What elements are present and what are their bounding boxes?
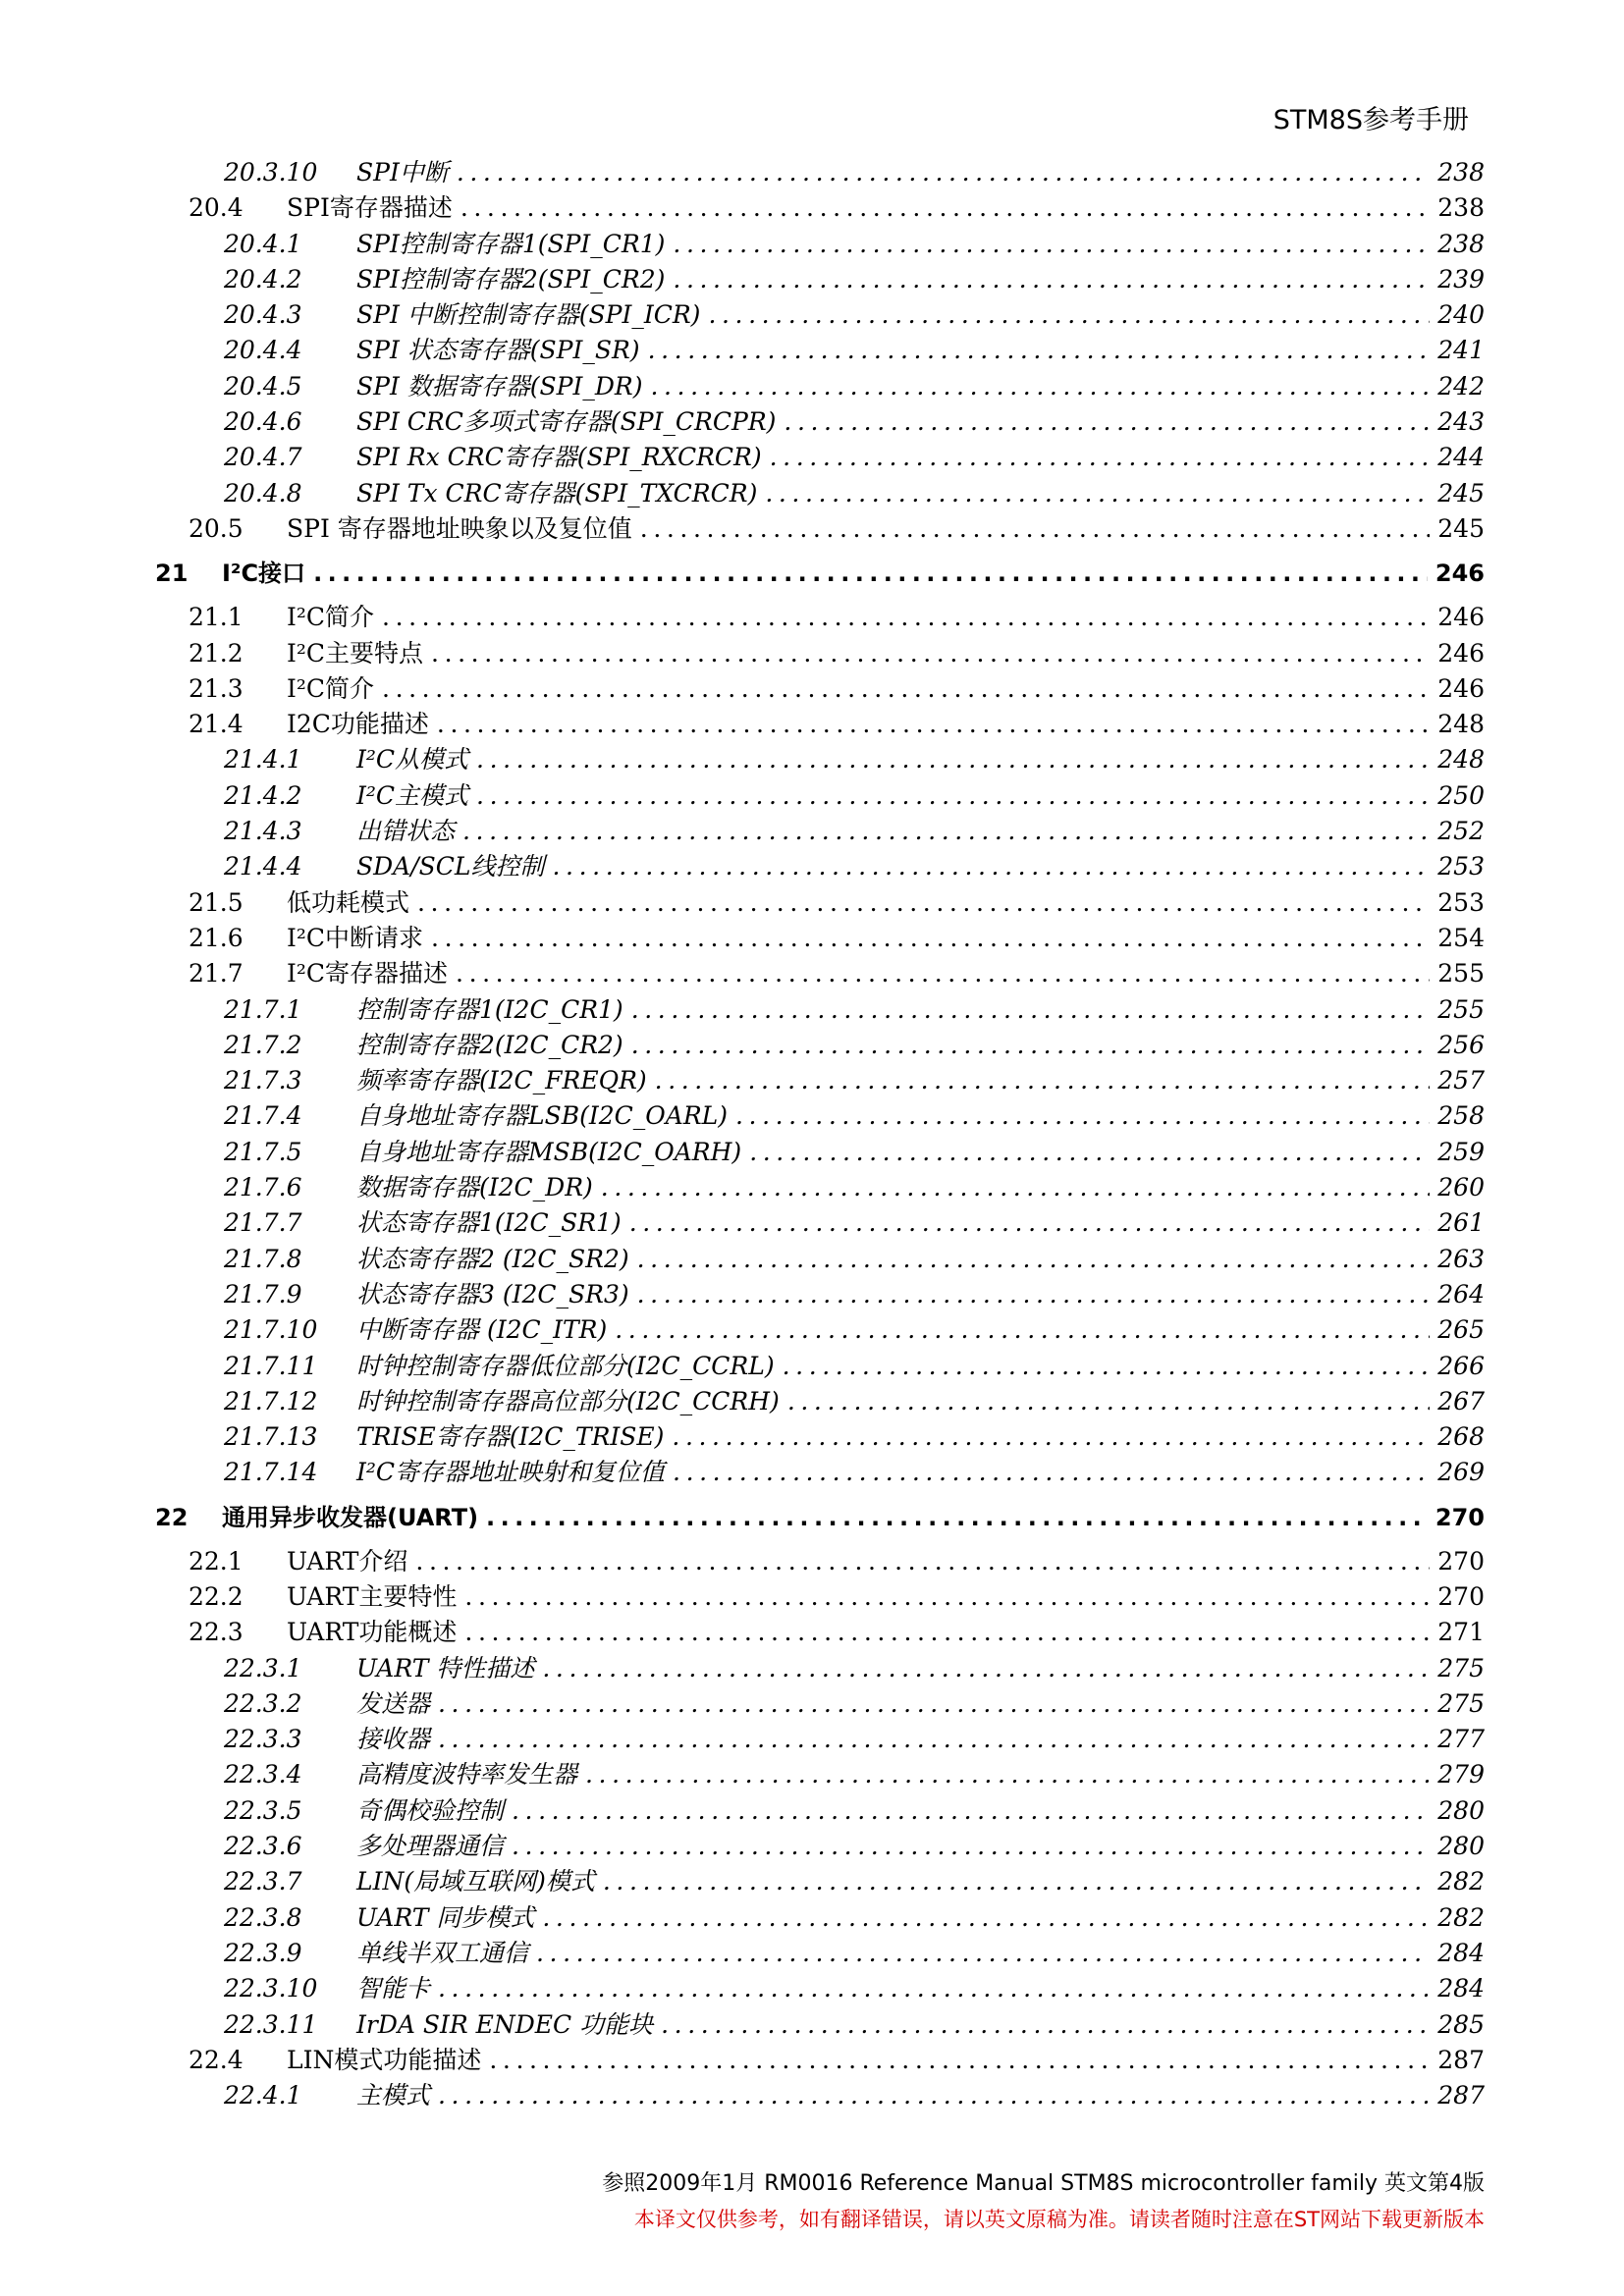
toc-entry-page: 261 xyxy=(1437,1208,1485,1238)
toc-entry-level2[interactable] xyxy=(189,2043,1485,2078)
toc-entry-page: 243 xyxy=(1437,407,1485,437)
toc-entry-number: 21.7.1 xyxy=(224,994,302,1024)
toc-entry-title: 控制寄存器2(I2C_CR2) xyxy=(356,1030,623,1059)
dot-leader xyxy=(382,600,1430,635)
toc-entry-number: 22.4.1 xyxy=(224,2081,302,2110)
toc-entry-page: 275 xyxy=(1437,1653,1485,1682)
dot-leader xyxy=(673,1455,1430,1490)
toc-entry-page: 255 xyxy=(1437,959,1485,988)
toc-entry-level3[interactable] xyxy=(224,476,1485,511)
dot-leader xyxy=(456,956,1430,991)
toc-entry-number: 22.1 xyxy=(189,1546,244,1575)
toc-entry-number: 21.7.3 xyxy=(224,1066,302,1095)
toc-entry-level2[interactable] xyxy=(189,636,1485,671)
toc-entry-page: 287 xyxy=(1437,2045,1485,2074)
toc-entry-title: SPI Tx CRC寄存器(SPI_TXCRCR) xyxy=(356,478,758,507)
dot-leader xyxy=(708,297,1430,333)
toc-entry-level2[interactable] xyxy=(189,1579,1485,1615)
toc-entry-level3[interactable] xyxy=(224,227,1485,262)
toc-entry-page: 246 xyxy=(1435,560,1485,588)
toc-entry-page: 284 xyxy=(1437,1938,1485,1967)
dot-leader xyxy=(673,227,1430,262)
toc-entry-title: 中断寄存器 (I2C_ITR) xyxy=(356,1315,608,1345)
dot-leader xyxy=(784,404,1430,440)
toc-entry-level3[interactable] xyxy=(224,1312,1485,1348)
toc-entry-title: 主模式 xyxy=(356,2081,431,2110)
toc-entry-level2[interactable] xyxy=(189,707,1485,742)
toc-entry-title: SPI寄存器描述 xyxy=(287,193,453,223)
toc-entry-level3[interactable] xyxy=(224,1349,1485,1384)
toc-entry-page: 246 xyxy=(1437,638,1485,667)
toc-entry-title: SPI 数据寄存器(SPI_DR) xyxy=(356,371,643,400)
toc-entry-number: 20.4.2 xyxy=(224,264,302,294)
toc-entry-number: 20.4.4 xyxy=(224,336,302,365)
dot-leader xyxy=(512,1793,1430,1829)
toc-entry-page: 275 xyxy=(1437,1688,1485,1718)
dot-leader xyxy=(438,1971,1430,2006)
toc-entry-title: 多处理器通信 xyxy=(356,1832,505,1861)
footer-reference: 参照2009年1月 RM0016 Reference Manual STM8S microcontroller family 英文第4版 xyxy=(602,2171,1485,2196)
toc-entry-level2[interactable] xyxy=(189,1544,1485,1579)
toc-entry-page: 260 xyxy=(1437,1173,1485,1202)
toc-entry-number: 21.7.9 xyxy=(224,1279,302,1308)
dot-leader xyxy=(631,992,1431,1028)
toc-entry-page: 271 xyxy=(1437,1618,1485,1647)
toc-entry-page: 277 xyxy=(1437,1725,1485,1754)
dot-leader xyxy=(464,1579,1430,1615)
toc-entry-number: 22.3.5 xyxy=(224,1795,302,1825)
toc-entry-title: 通用异步收发器(UART) xyxy=(222,1503,479,1531)
toc-entry-title: 出错状态 xyxy=(356,817,456,846)
dot-leader xyxy=(489,2043,1430,2078)
toc-entry-number: 21.2 xyxy=(189,638,244,667)
toc-entry-title: 奇偶校验控制 xyxy=(356,1795,505,1825)
toc-entry-number: 20.4.3 xyxy=(224,300,302,330)
toc-entry-level3[interactable] xyxy=(224,1419,1485,1455)
toc-entry-level2[interactable] xyxy=(189,190,1485,226)
toc-entry-level1[interactable] xyxy=(155,547,1485,600)
dot-leader xyxy=(462,814,1430,849)
toc-entry-title: 时钟控制寄存器低位部分(I2C_CCRL) xyxy=(356,1351,775,1380)
toc-entry-level3[interactable] xyxy=(224,1384,1485,1419)
toc-entry-title: 自身地址寄存器LSB(I2C_OARL) xyxy=(356,1101,728,1131)
toc-entry-level3[interactable] xyxy=(224,2078,1485,2113)
toc-entry-title: 控制寄存器1(I2C_CR1) xyxy=(356,994,623,1024)
toc-entry-number: 22.3.6 xyxy=(224,1832,302,1861)
toc-entry-level2[interactable] xyxy=(189,511,1485,547)
dot-leader xyxy=(476,778,1430,814)
toc-entry-number: 22.3.1 xyxy=(224,1653,302,1682)
dot-leader xyxy=(749,1135,1430,1170)
toc-entry-level2[interactable] xyxy=(189,921,1485,956)
toc-entry-page: 279 xyxy=(1437,1760,1485,1789)
toc-entry-title: SPI 寄存器地址映象以及复位值 xyxy=(287,513,632,543)
dot-leader xyxy=(603,1864,1430,1899)
toc-entry-level3[interactable] xyxy=(224,1864,1485,1899)
footer-disclaimer: 本译文仅供参考，如有翻译错误，请以英文原稿为准。请读者随时注意在ST网站下载更新版本 xyxy=(633,2208,1485,2231)
toc-entry-title: UART功能概述 xyxy=(287,1618,458,1647)
toc-entry-level2[interactable] xyxy=(189,600,1485,635)
toc-entry-page: 246 xyxy=(1437,673,1485,703)
toc-entry-level3[interactable] xyxy=(224,1063,1485,1098)
toc-entry-page: 266 xyxy=(1437,1351,1485,1380)
toc-entry-page: 240 xyxy=(1437,300,1485,330)
toc-entry-page: 259 xyxy=(1437,1137,1485,1166)
toc-entry-title: SDA/SCL线控制 xyxy=(356,852,545,881)
toc-entry-level3[interactable] xyxy=(224,1936,1485,1971)
toc-entry-level3[interactable] xyxy=(224,1971,1485,2006)
dot-leader xyxy=(640,511,1431,547)
toc-entry-level2[interactable] xyxy=(189,1615,1485,1650)
toc-entry-number: 22.3.4 xyxy=(224,1760,302,1789)
toc-entry-level3[interactable] xyxy=(224,262,1485,297)
toc-entry-number: 21.4 xyxy=(189,710,244,739)
dot-leader xyxy=(438,1722,1430,1757)
toc-entry-page: 253 xyxy=(1437,887,1485,917)
toc-entry-number: 21.4.3 xyxy=(224,817,302,846)
toc-entry-title: LIN(局域互联网)模式 xyxy=(356,1867,595,1896)
dot-leader xyxy=(457,155,1430,190)
toc-entry-level3[interactable] xyxy=(224,778,1485,814)
toc-entry-level2[interactable] xyxy=(189,671,1485,707)
dot-leader xyxy=(313,547,1428,600)
toc-entry-page: 284 xyxy=(1437,1974,1485,2003)
toc-entry-number: 21.7.11 xyxy=(224,1351,318,1380)
toc-entry-level3[interactable] xyxy=(224,1651,1485,1686)
toc-entry-number: 21.7.13 xyxy=(224,1422,318,1452)
toc-entry-page: 254 xyxy=(1437,923,1485,952)
toc-entry-page: 258 xyxy=(1437,1101,1485,1131)
dot-leader xyxy=(431,636,1430,671)
toc-entry-page: 265 xyxy=(1437,1315,1485,1345)
toc-entry-title: LIN模式功能描述 xyxy=(287,2045,482,2074)
toc-entry-title: 接收器 xyxy=(356,1725,431,1754)
dot-leader xyxy=(438,2078,1430,2113)
toc-entry-page: 285 xyxy=(1437,2009,1485,2039)
toc-entry-level3[interactable] xyxy=(224,440,1485,475)
toc-entry-number: 20.4.8 xyxy=(224,478,302,507)
toc-entry-page: 270 xyxy=(1435,1503,1485,1531)
dot-leader xyxy=(486,1491,1428,1544)
toc-entry-title: SPI控制寄存器1(SPI_CR1) xyxy=(356,229,666,258)
toc-entry-page: 238 xyxy=(1437,193,1485,223)
toc-entry-page: 238 xyxy=(1437,158,1485,187)
toc-entry-number: 21.7.10 xyxy=(224,1315,318,1345)
toc-entry-title: 低功耗模式 xyxy=(287,887,410,917)
toc-entry-page: 264 xyxy=(1437,1279,1485,1308)
dot-leader xyxy=(672,1419,1430,1455)
toc-entry-number: 20.5 xyxy=(189,513,244,543)
toc-entry-number: 20.4 xyxy=(189,193,244,223)
toc-entry-level3[interactable] xyxy=(224,1455,1485,1490)
toc-entry-number: 21.1 xyxy=(189,603,244,632)
toc-entry-number: 21.7.6 xyxy=(224,1173,302,1202)
dot-leader xyxy=(438,1686,1430,1722)
toc-entry-page: 257 xyxy=(1437,1066,1485,1095)
toc-entry-number: 21.7.8 xyxy=(224,1244,302,1273)
dot-leader xyxy=(650,369,1430,404)
toc-entry-title: 发送器 xyxy=(356,1688,431,1718)
dot-leader xyxy=(629,1205,1431,1241)
toc-entry-number: 22.3.9 xyxy=(224,1938,302,1967)
dot-leader xyxy=(765,476,1430,511)
toc-entry-title: I²C主模式 xyxy=(356,780,469,810)
toc-entry-level3[interactable] xyxy=(224,297,1485,333)
dot-leader xyxy=(437,707,1430,742)
toc-entry-level3[interactable] xyxy=(224,1170,1485,1205)
toc-entry-title: 自身地址寄存器MSB(I2C_OARH) xyxy=(356,1137,742,1166)
toc-entry-page: 248 xyxy=(1437,745,1485,774)
toc-entry-number: 22.3.7 xyxy=(224,1867,302,1896)
dot-leader xyxy=(637,1242,1431,1277)
toc-entry-number: 21.7.7 xyxy=(224,1208,302,1238)
dot-leader xyxy=(585,1757,1430,1792)
toc-entry-level1[interactable] xyxy=(155,1491,1485,1544)
dot-leader xyxy=(783,1349,1431,1384)
toc-entry-title: I²C从模式 xyxy=(356,745,469,774)
toc-entry-title: UART 同步模式 xyxy=(356,1902,535,1932)
toc-entry-page: 270 xyxy=(1437,1581,1485,1611)
toc-entry-page: 268 xyxy=(1437,1422,1485,1452)
dot-leader xyxy=(673,262,1430,297)
toc-entry-number: 22.3.3 xyxy=(224,1725,302,1754)
toc-entry-title: TRISE寄存器(I2C_TRISE) xyxy=(356,1422,665,1452)
toc-entry-page: 267 xyxy=(1437,1386,1485,1415)
toc-entry-level3[interactable] xyxy=(224,1686,1485,1722)
toc-entry-number: 22.3 xyxy=(189,1618,244,1647)
toc-entry-title: I²C接口 xyxy=(222,560,306,588)
toc-entry-number: 21.3 xyxy=(189,673,244,703)
toc-entry-page: 280 xyxy=(1437,1795,1485,1825)
toc-entry-page: 242 xyxy=(1437,371,1485,400)
toc-entry-level3[interactable] xyxy=(224,849,1485,884)
toc-entry-title: 单线半双工通信 xyxy=(356,1938,529,1967)
toc-entry-page: 269 xyxy=(1437,1458,1485,1487)
toc-entry-page: 263 xyxy=(1437,1244,1485,1273)
toc-entry-page: 244 xyxy=(1437,443,1485,472)
dot-leader xyxy=(476,742,1430,777)
toc-entry-page: 239 xyxy=(1437,264,1485,294)
toc-entry-title: 状态寄存器2 (I2C_SR2) xyxy=(356,1244,629,1273)
toc-entry-title: 时钟控制寄存器高位部分(I2C_CCRH) xyxy=(356,1386,780,1415)
dot-leader xyxy=(417,885,1430,921)
toc-entry-title: SPI 状态寄存器(SPI_SR) xyxy=(356,336,640,365)
toc-entry-page: 252 xyxy=(1437,817,1485,846)
toc-entry-title: UART介绍 xyxy=(287,1546,408,1575)
toc-entry-title: SPI Rx CRC寄存器(SPI_RXCRCR) xyxy=(356,443,762,472)
toc-entry-page: 253 xyxy=(1437,852,1485,881)
toc-entry-title: I²C主要特点 xyxy=(287,638,424,667)
toc-entry-number: 21.5 xyxy=(189,887,244,917)
toc-entry-level3[interactable] xyxy=(224,1900,1485,1936)
dot-leader xyxy=(464,1615,1430,1650)
dot-leader xyxy=(415,1544,1430,1579)
toc-entry-title: 数据寄存器(I2C_DR) xyxy=(356,1173,593,1202)
toc-entry-title: I²C中断请求 xyxy=(287,923,424,952)
toc-entry-number: 21 xyxy=(155,560,189,588)
toc-entry-page: 238 xyxy=(1437,229,1485,258)
toc-entry-page: 282 xyxy=(1437,1902,1485,1932)
dot-leader xyxy=(615,1312,1430,1348)
toc-entry-page: 246 xyxy=(1437,603,1485,632)
dot-leader xyxy=(661,2007,1430,2043)
toc-entry-page: 241 xyxy=(1437,336,1485,365)
toc-entry-level3[interactable] xyxy=(224,1793,1485,1829)
dot-leader xyxy=(431,921,1430,956)
toc-entry-level3[interactable] xyxy=(224,155,1485,190)
dot-leader xyxy=(770,440,1431,475)
toc-entry-page: 250 xyxy=(1437,780,1485,810)
toc-entry-page: 245 xyxy=(1437,513,1485,543)
toc-entry-number: 22.3.2 xyxy=(224,1688,302,1718)
toc-entry-number: 21.7.12 xyxy=(224,1386,318,1415)
toc-entry-level2[interactable] xyxy=(189,956,1485,991)
dot-leader xyxy=(542,1900,1430,1936)
toc-entry-level3[interactable] xyxy=(224,742,1485,777)
toc-entry-level3[interactable] xyxy=(224,1135,1485,1170)
toc-entry-title: I²C简介 xyxy=(287,673,375,703)
dot-leader xyxy=(601,1170,1430,1205)
toc-entry-page: 255 xyxy=(1437,994,1485,1024)
toc-entry-page: 245 xyxy=(1437,478,1485,507)
toc-entry-title: UART 特性描述 xyxy=(356,1653,535,1682)
toc-entry-number: 21.7.4 xyxy=(224,1101,302,1131)
toc-entry-number: 21.4.4 xyxy=(224,852,302,881)
toc-entry-level3[interactable] xyxy=(224,1757,1485,1792)
toc-entry-title: 高精度波特率发生器 xyxy=(356,1760,578,1789)
toc-entry-number: 21.7 xyxy=(189,959,244,988)
toc-entry-page: 287 xyxy=(1437,2081,1485,2110)
toc-entry-number: 22.3.8 xyxy=(224,1902,302,1932)
toc-entry-number: 22.3.11 xyxy=(224,2009,318,2039)
toc-entry-title: IrDA SIR ENDEC 功能块 xyxy=(356,2009,654,2039)
dot-leader xyxy=(631,1028,1431,1063)
toc-entry-title: I²C简介 xyxy=(287,603,375,632)
toc-entry-number: 20.4.5 xyxy=(224,371,302,400)
dot-leader xyxy=(542,1651,1430,1686)
toc-entry-number: 21.7.14 xyxy=(224,1458,318,1487)
dot-leader xyxy=(637,1277,1431,1312)
dot-leader xyxy=(735,1098,1430,1134)
toc-entry-level3[interactable] xyxy=(224,1028,1485,1063)
toc-entry-level3[interactable] xyxy=(224,1277,1485,1312)
table-of-contents xyxy=(0,155,1624,2113)
toc-entry-level3[interactable] xyxy=(224,369,1485,404)
dot-leader xyxy=(382,671,1430,707)
toc-entry-number: 21.7.2 xyxy=(224,1030,302,1059)
dot-leader xyxy=(553,849,1431,884)
dot-leader xyxy=(655,1063,1431,1098)
toc-entry-page: 248 xyxy=(1437,710,1485,739)
toc-entry-page: 256 xyxy=(1437,1030,1485,1059)
toc-entry-number: 22.4 xyxy=(189,2045,244,2074)
toc-entry-level2[interactable] xyxy=(189,885,1485,921)
toc-entry-level3[interactable] xyxy=(224,404,1485,440)
toc-entry-level3[interactable] xyxy=(224,2007,1485,2043)
toc-entry-number: 21.4.2 xyxy=(224,780,302,810)
page-header: STM8S参考手册 xyxy=(1272,105,1469,135)
toc-entry-number: 21.4.1 xyxy=(224,745,302,774)
toc-entry-page: 280 xyxy=(1437,1832,1485,1861)
dot-leader xyxy=(512,1829,1430,1864)
toc-entry-level3[interactable] xyxy=(224,992,1485,1028)
toc-entry-title: SPI CRC多项式寄存器(SPI_CRCPR) xyxy=(356,407,777,437)
toc-entry-title: I2C功能描述 xyxy=(287,710,429,739)
toc-entry-level3[interactable] xyxy=(224,1098,1485,1134)
toc-entry-number: 21.7.5 xyxy=(224,1137,302,1166)
toc-entry-title: 频率寄存器(I2C_FREQR) xyxy=(356,1066,647,1095)
dot-leader xyxy=(460,190,1430,226)
toc-entry-number: 20.3.10 xyxy=(224,158,318,187)
toc-entry-level3[interactable] xyxy=(224,814,1485,849)
toc-entry-number: 22.2 xyxy=(189,1581,244,1611)
toc-entry-level3[interactable] xyxy=(224,1722,1485,1757)
toc-entry-number: 22 xyxy=(155,1503,189,1531)
dot-leader xyxy=(648,333,1431,368)
toc-entry-level3[interactable] xyxy=(224,333,1485,368)
toc-entry-page: 270 xyxy=(1437,1546,1485,1575)
toc-entry-title: 状态寄存器3 (I2C_SR3) xyxy=(356,1279,629,1308)
toc-entry-title: UART主要特性 xyxy=(287,1581,458,1611)
toc-entry-number: 21.6 xyxy=(189,923,244,952)
toc-entry-level3[interactable] xyxy=(224,1205,1485,1241)
toc-entry-title: SPI控制寄存器2(SPI_CR2) xyxy=(356,264,666,294)
toc-entry-number: 22.3.10 xyxy=(224,1974,318,2003)
toc-entry-title: SPI 中断控制寄存器(SPI_ICR) xyxy=(356,300,701,330)
toc-entry-level3[interactable] xyxy=(224,1829,1485,1864)
toc-entry-title: 智能卡 xyxy=(356,1974,431,2003)
toc-entry-title: 状态寄存器1(I2C_SR1) xyxy=(356,1208,622,1238)
toc-entry-title: SPI中断 xyxy=(356,158,449,187)
toc-entry-page: 282 xyxy=(1437,1867,1485,1896)
toc-entry-title: I²C寄存器地址映射和复位值 xyxy=(356,1458,666,1487)
toc-entry-level3[interactable] xyxy=(224,1242,1485,1277)
dot-leader xyxy=(536,1936,1430,1971)
dot-leader xyxy=(787,1384,1430,1419)
toc-entry-number: 20.4.7 xyxy=(224,443,302,472)
toc-entry-title: I²C寄存器描述 xyxy=(287,959,449,988)
toc-entry-number: 20.4.1 xyxy=(224,229,302,258)
toc-entry-number: 20.4.6 xyxy=(224,407,302,437)
